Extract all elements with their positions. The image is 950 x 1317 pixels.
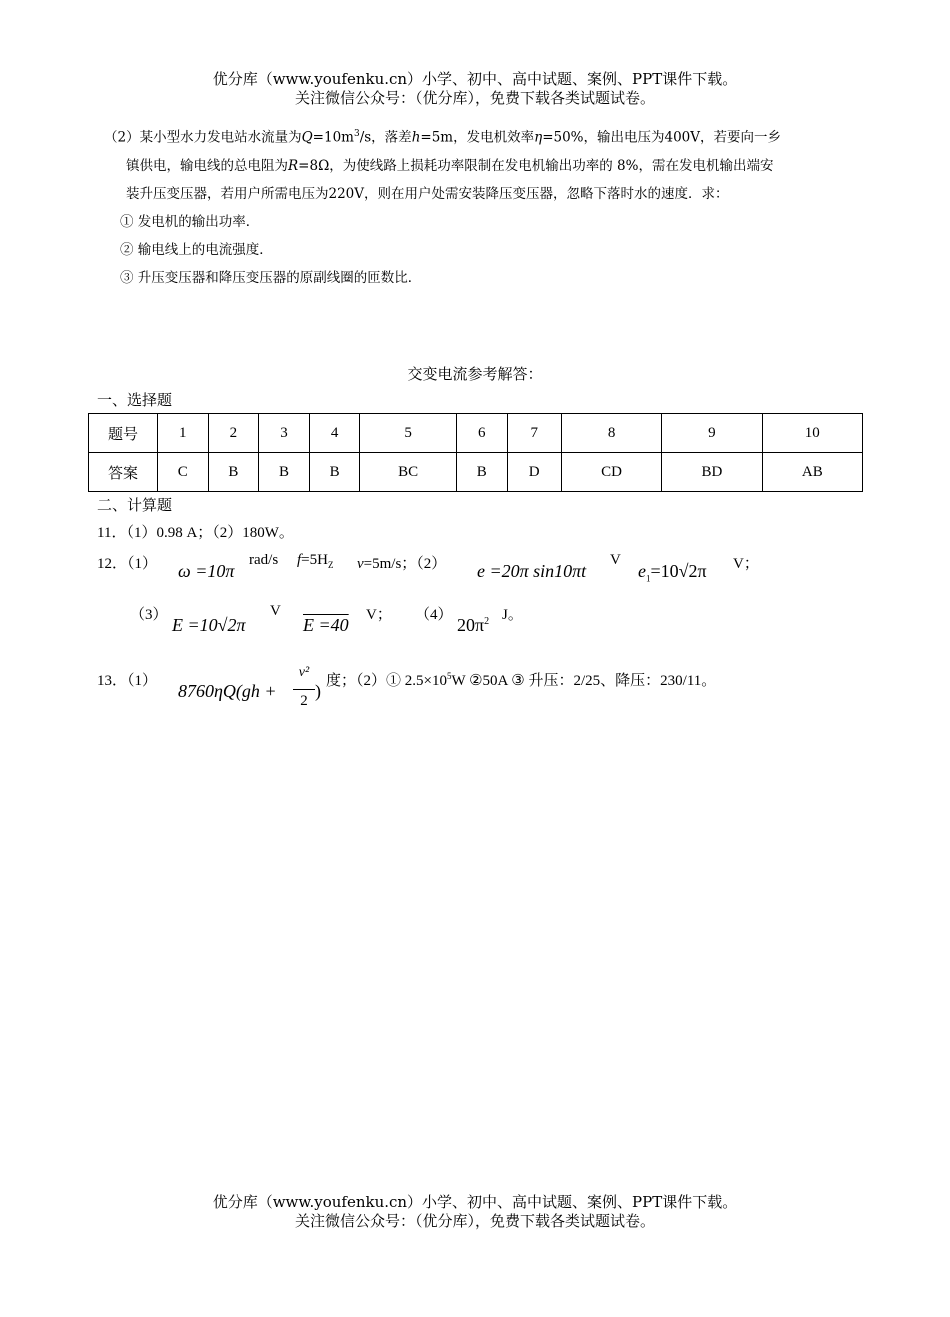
rad-unit: rad/s [249, 552, 279, 568]
velocity-text: v=5m/s；（2） [357, 556, 447, 572]
peak-emf-expression: E =10√2π [172, 615, 246, 635]
section-choice-title: 一、选择题 [97, 391, 173, 409]
question-2-sub-1: ① 发电机的输出功率． [120, 213, 260, 230]
table-cell: 6 [456, 414, 507, 453]
question-2-line-2: 镇供电，输电线的总电阻为R=8Ω，为使线路上损耗功率限制在发电机输出功率的 8%，需在发电机输出端安 [126, 157, 774, 174]
table-cell: B [259, 453, 310, 492]
formula-close: ) [315, 681, 321, 701]
page-footer [0, 1193, 950, 1231]
table-cell: 4 [309, 414, 360, 453]
table-cell: 8 [561, 414, 661, 453]
volt-unit-4: V； [366, 607, 392, 623]
energy-expression: $20\pi^2$ [457, 615, 490, 635]
table-cell-label: 答案 [89, 453, 158, 492]
table-cell: 1 [158, 414, 209, 453]
frequency-text: $f=5H_Z$ [297, 552, 334, 570]
fraction-numerator: v² [298, 665, 310, 680]
table-cell: BD [662, 453, 762, 492]
answer-13-rest: 度；（2）① $2.5\times 10^5W$ ②50A ③ 升压：2/25、降压：230/11。 [326, 671, 717, 689]
question-2-sub-3: ③ 升压变压器和降压变压器的原副线圈的匝数比． [120, 269, 422, 286]
question-2 [104, 120, 864, 292]
footer-line-2: 关注微信公众号：（优分库），免费下载各类试题试卷。 [294, 1212, 655, 1230]
header-line-1: 优分库（www.youfenku.cn）小学、初中、高中试题、案例、PPT课件下载。 [212, 70, 738, 88]
table-row-answers [89, 453, 863, 492]
e1-expression: $e_1=10√2\pi$ [638, 561, 707, 584]
page-header [0, 70, 950, 108]
table-cell: AB [762, 453, 862, 492]
energy-formula: 8760ηQ(gh + [178, 681, 277, 701]
question-2-sub-2: ② 输电线上的电流强度． [120, 241, 273, 258]
table-cell: 3 [259, 414, 310, 453]
part-4-label: （4） [415, 607, 453, 623]
table-cell: C [158, 453, 209, 492]
table-cell: 5 [360, 414, 457, 453]
volt-unit-3: V [270, 603, 281, 619]
table-cell: B [309, 453, 360, 492]
table-cell: 7 [507, 414, 561, 453]
table-cell: D [507, 453, 561, 492]
volt-unit-2: V； [733, 556, 759, 572]
table-row-numbers [89, 414, 863, 453]
emf-expression: e =20π sin10πt [477, 561, 587, 581]
joule-unit: J。 [502, 607, 523, 623]
header-line-2: 关注微信公众号：（优分库），免费下载各类试题试卷。 [294, 89, 655, 107]
answer-12-label: 12．（1） [97, 556, 158, 572]
section-calc-title: 二、计算题 [97, 496, 173, 514]
answer-13-label: 13．（1） [97, 673, 158, 689]
table-cell: B [456, 453, 507, 492]
omega-expression: ω =10π [178, 561, 235, 581]
answers-title: 交变电流参考解答： [407, 365, 543, 383]
answer-table [88, 413, 863, 492]
table-cell: CD [561, 453, 661, 492]
table-cell: 10 [762, 414, 862, 453]
table-cell: 9 [662, 414, 762, 453]
fraction-bar [293, 689, 315, 690]
average-emf-expression: E =40 [303, 615, 349, 635]
question-2-line-1: （2）某小型水力发电站水流量为$Q=10m^3/s$，落差h=5m，发电机效率η=50%，输出电压为400V，若要向一乡 [104, 129, 782, 146]
part-3-label: （3） [130, 607, 168, 623]
table-cell: 2 [208, 414, 259, 453]
fraction-denominator: 2 [300, 693, 308, 709]
footer-line-1: 优分库（www.youfenku.cn）小学、初中、高中试题、案例、PPT课件下载。 [212, 1193, 738, 1211]
question-2-line-3: 装升压变压器，若用户所需电压为220V，则在用户处需安装降压变压器，忽略下落时水的速度．求： [126, 185, 729, 202]
table-cell-label: 题号 [89, 414, 158, 453]
table-cell: B [208, 453, 259, 492]
volt-unit-1: V [610, 552, 621, 568]
answer-11: 11．（1）0.98 A；（2）180W。 [97, 525, 294, 541]
table-cell: BC [360, 453, 457, 492]
